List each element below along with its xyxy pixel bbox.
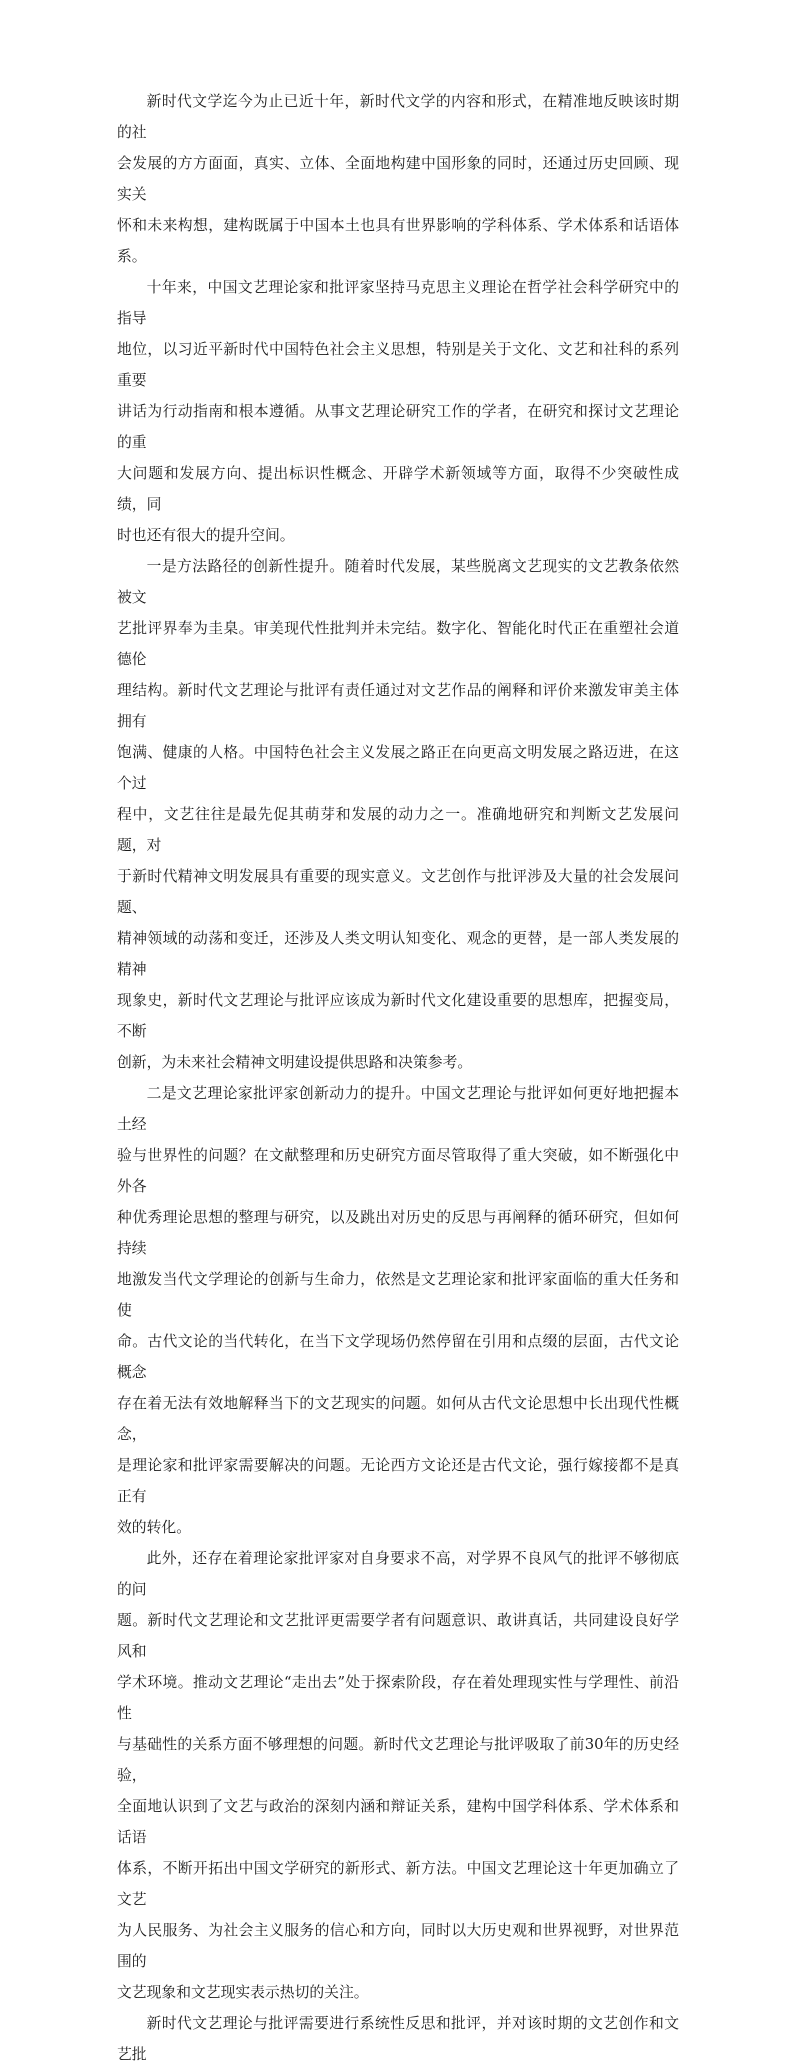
paragraph-1: 新时代文学迄今为止已近十年，新时代文学的内容和形式，在精准地反映该时期的社 会发展的方方面面，真实、立体、全面地构建中国形象的同时，还通过历史回顾、现实关 怀和未来构想，建构既属于中国本土也具有世界影响的学科体系、学术体系和话语体系。 (117, 93, 679, 265)
paragraph-3: 一是方法路径的创新性提升。随着时代发展，某些脱离文艺现实的文艺教条依然被文 艺批评界奉为圭臬。审美现代性批判并未完结。数字化、智能化时代正在重塑社会道德伦 理结构。新时代文艺理论与批评有责任通过对文艺作品的阐释和评价来激发审美主体拥有 饱满、健康的人格。中国特色社会主义发展之路正在向更高文明发展之路迈进，在这个过 程中，文艺往往是最先促其萌芽和发展的动力之一。准确地研究和判断文艺发展问题，对 于新时代精神文明发展具有重要的现实意义。文艺创作与批评涉及大量的社会发展问题、 精神领域的动荡和变迁，还涉及人类文明认知变化、观念的更替，是一部人类发展的精神 现象史，新时代文艺理论与批评应该成为新时代文化建设重要的思想库，把握变局，不断 创新，为未来社会精神文明建设提供思路和决策参考。 (117, 558, 679, 1071)
paragraph-2: 十年来，中国文艺理论家和批评家坚持马克思主义理论在哲学社会科学研究中的指导 地位，以习近平新时代中国特色社会主义思想，特别是关于文化、文艺和社科的系列重要 讲话为行动指南和根本遵循。从事文艺理论研究工作的学者，在研究和探讨文艺理论的重 大问题和发展方向、提出标识性概念、开辟学术新领域等方面，取得不少突破性成绩，同 时也还有很大的提升空间。 (117, 279, 679, 544)
paragraph-5: 此外，还存在着理论家批评家对自身要求不高，对学界不良风气的批评不够彻底的问 题。新时代文艺理论和文艺批评更需要学者有问题意识、敢讲真话，共同建设良好学风和 学术环境。推动文艺理论“走出去”处于探索阶段，存在着处理现实性与学理性、前沿性 与基础性的关系方面不够理想的问题。新时代文艺理论与批评吸取了前30年的历史经验， 全面地认识到了文艺与政治的深刻内涵和辩证关系，建构中国学科体系、学术体系和话语 体系，不断开拓出中国文学研究的新形式、新方法。中国文艺理论这十年更加确立了文艺 为人民服务、为社会主义服务的信心和方向，同时以大历史观和世界视野，对世界范围的 文艺现象和文艺现实表示热切的关注。 (117, 1550, 679, 2001)
paragraph-4: 二是文艺理论家批评家创新动力的提升。中国文艺理论与批评如何更好地把握本土经 验与世界性的问题？在文献整理和历史研究方面尽管取得了重大突破，如不断强化中外各 种优秀理论思想的整理与研究，以及跳出对历史的反思与再阐释的循环研究，但如何持续 地激发当代文学理论的创新与生命力，依然是文艺理论家和批评家面临的重大任务和使 命。古代文论的当代转化，在当下文学现场仍然停留在引用和点缀的层面，古代文论概念 存在着无法有效地解释当下的文艺现实的问题。如何从古代文论思想中长出现代性概念， 是理论家和批评家需要解决的问题。无论西方文论还是古代文论，强行嫁接都不是真正有 效的转化。 (117, 1085, 679, 1536)
document-body (117, 86, 679, 2070)
paragraph-6: 新时代文艺理论与批评需要进行系统性反思和批评，并对该时期的文艺创作和文艺批 (117, 2015, 679, 2063)
